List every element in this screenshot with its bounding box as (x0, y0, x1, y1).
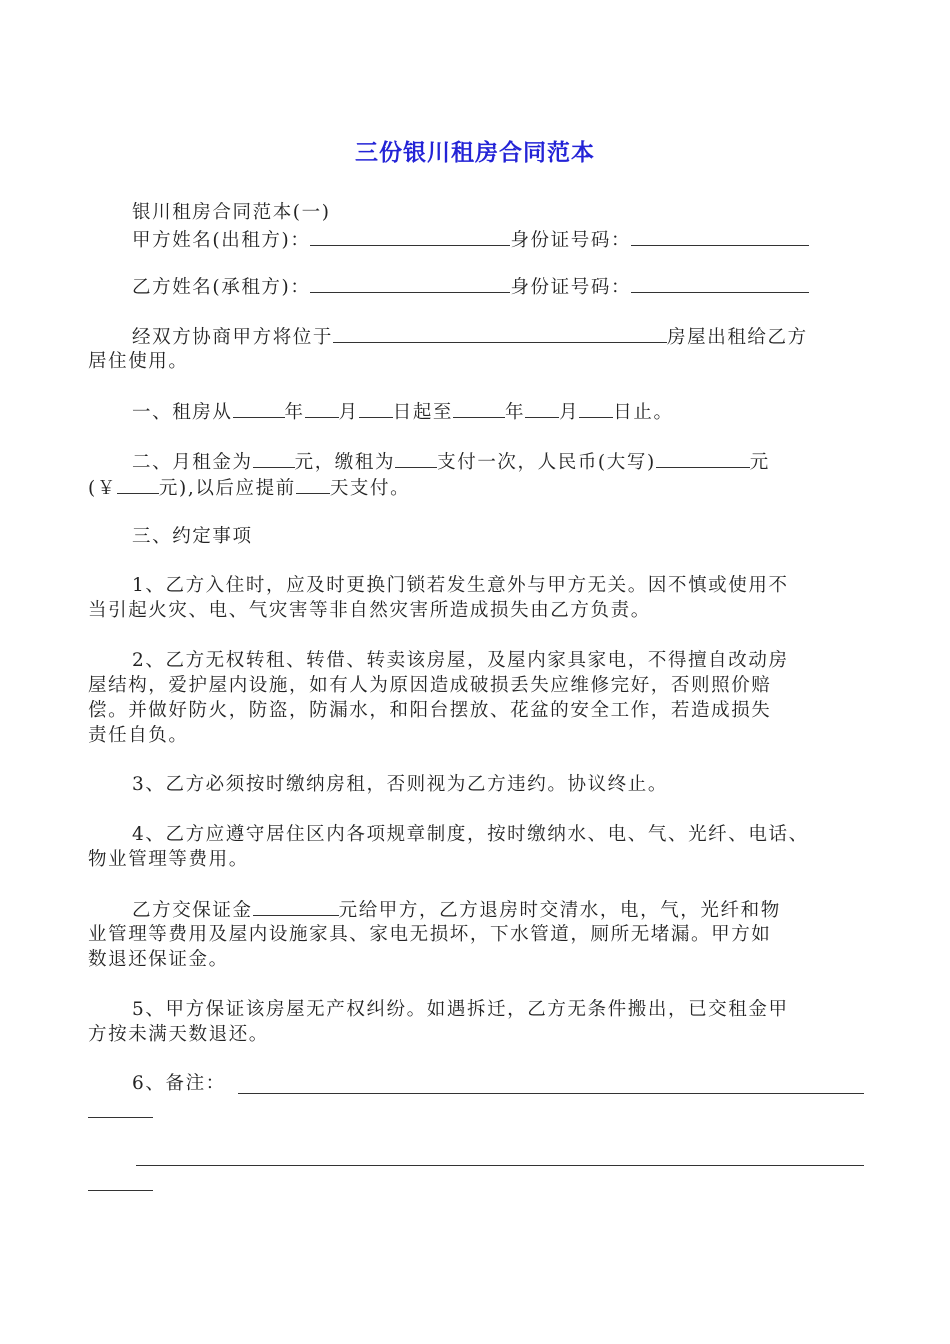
party-a-name-blank[interactable] (310, 227, 510, 246)
remarks-blank-line-1-cont[interactable] (88, 1117, 153, 1118)
rmb-figures-blank[interactable] (117, 475, 159, 494)
clause-2-line-1: 2、乙方无权转租、转借、转卖该房屋，及屋内家具家电，不得擅自改动房 (132, 650, 789, 671)
rent-text-yen: (￥ (88, 478, 117, 499)
clause-6-label: 6、备注： (132, 1073, 226, 1094)
deposit-amount-blank[interactable] (253, 897, 339, 916)
term-end-day-blank[interactable] (579, 399, 613, 418)
term-text-month: 月 (338, 402, 359, 423)
party-a-id-label: 身份证号码： (510, 230, 632, 251)
clause-4-line-1: 4、乙方应遵守居住区内各项规章制度，按时缴纳水、电、气、光纤、电话、 (132, 824, 809, 845)
party-b-id-label: 身份证号码： (510, 277, 632, 298)
party-b-row (132, 274, 809, 300)
remarks-blank-line-1[interactable] (238, 1093, 864, 1094)
term-text-end: 日止。 (613, 402, 674, 423)
location-line-2: 居住使用。 (88, 351, 189, 372)
clause-1-line-1: 1、乙方入住时，应及时更换门锁若发生意外与甲方无关。因不慎或使用不 (132, 575, 789, 596)
clause-3: 3、乙方必须按时缴纳房租，否则视为乙方违约。协议终止。 (132, 774, 668, 795)
rent-text-advance: 元),以后应提前 (158, 478, 296, 499)
term-end-month-blank[interactable] (525, 399, 559, 418)
clause-1-line-2: 当引起火灾、电、气灾害等非自然灾害所造成损失由乙方负责。 (88, 600, 651, 621)
deposit-line-3: 数退还保证金。 (88, 949, 229, 970)
clause-2-line-4: 责任自负。 (88, 725, 189, 746)
rent-text-yuan: 元 (749, 452, 770, 473)
party-a-row (132, 227, 809, 253)
location-text-2: 房屋出租给乙方 (667, 327, 808, 348)
term-line (132, 399, 674, 425)
clause-4-line-2: 物业管理等费用。 (88, 849, 249, 870)
rent-text-pay: 元，缴租为 (294, 452, 396, 473)
location-line-1 (132, 324, 808, 350)
term-start-day-blank[interactable] (359, 399, 393, 418)
deposit-line-2: 业管理等费用及屋内设施家具、家电无损坏，下水管道，厕所无堵漏。甲方如 (88, 924, 772, 945)
clause-5-line-1: 5、甲方保证该房屋无产权纠纷。如遇拆迁，乙方无条件搬出，已交租金甲 (132, 999, 789, 1020)
term-start-month-blank[interactable] (305, 399, 339, 418)
contract-heading: 银川租房合同范本(一) (132, 202, 331, 223)
party-a-label: 甲方姓名(出租方)： (132, 230, 311, 251)
remarks-blank-line-2[interactable] (136, 1165, 864, 1166)
monthly-rent-blank[interactable] (253, 449, 295, 468)
document-title: 三份银川租房合同范本 (355, 140, 595, 166)
location-address-blank[interactable] (333, 324, 667, 343)
rmb-words-blank[interactable] (656, 449, 750, 468)
term-start-year-blank[interactable] (233, 399, 285, 418)
term-end-year-blank[interactable] (453, 399, 505, 418)
location-text-1: 经双方协商甲方将位于 (132, 327, 334, 348)
rent-line-2 (88, 475, 410, 501)
term-text-year: 年 (284, 402, 305, 423)
clause-2-line-3: 偿。并做好防火，防盗，防漏水，和阳台摆放、花盆的安全工作，若造成损失 (88, 700, 772, 721)
remarks-blank-line-2-cont[interactable] (88, 1190, 153, 1191)
advance-days-blank[interactable] (296, 475, 330, 494)
clause-2-line-2: 屋结构，爱护屋内设施，如有人为原因造成破损丢失应维修完好，否则照价赔 (88, 675, 772, 696)
rent-line-1 (132, 449, 770, 475)
payment-period-blank[interactable] (395, 449, 437, 468)
deposit-text-1: 乙方交保证金 (132, 900, 253, 921)
party-a-id-blank[interactable] (631, 227, 809, 246)
deposit-text-2: 元给甲方，乙方退房时交清水，电，气，光纤和物 (338, 900, 781, 921)
party-b-label: 乙方姓名(承租方)： (132, 277, 311, 298)
party-b-name-blank[interactable] (310, 274, 510, 293)
term-text-from: 一、租房从 (132, 402, 233, 423)
rent-text-days: 天支付。 (329, 478, 411, 499)
deposit-line-1 (132, 897, 781, 923)
rent-text-rmb: 支付一次，人民币(大写) (437, 452, 656, 473)
term-text-until: 日起至 (392, 402, 454, 423)
clause-5-line-2: 方按未满天数退还。 (88, 1024, 269, 1045)
rent-text-monthly: 二、月租金为 (132, 452, 253, 473)
term-text-month-2: 月 (559, 402, 580, 423)
matters-heading: 三、约定事项 (132, 526, 253, 547)
party-b-id-blank[interactable] (631, 274, 809, 293)
term-text-year-2: 年 (505, 402, 526, 423)
